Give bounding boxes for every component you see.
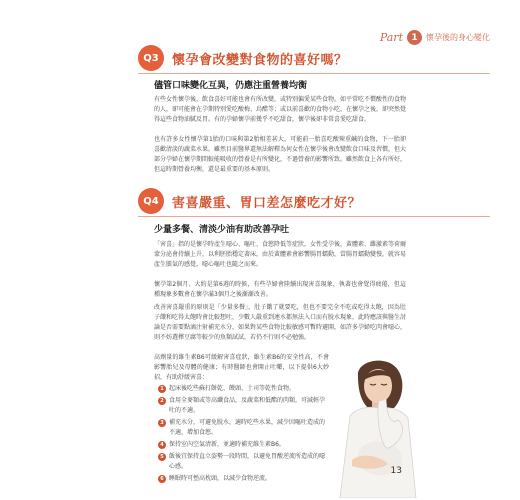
q3-subheading: 儘管口味變化互異，仍應注重營養均衡 — [154, 81, 308, 91]
number-badge: 5 — [158, 453, 166, 461]
tips-list — [158, 384, 328, 486]
nauseous-woman-illustration — [328, 356, 428, 498]
list-item: 2 食用全麥類或等高纖食品，及蔬菜和低酯的肉類，可減輕孕吐的不適。 — [158, 396, 328, 416]
q3-heading — [138, 45, 348, 71]
q4-paragraph-1: 「害喜」指的是懷孕時產生噁心、嘔吐、食慾降低等症狀，女性受孕後，黃體素、雌激素等荷爾蒙分泌會持續上升，以利胚胎穩定著床，由於黃體素會影響腸胃蠕動，當腸胃蠕動變慢，就容易產生脹氣的感覺，噁心嘔吐也隨之而來。 — [154, 241, 407, 268]
q4-badge: Q4 — [138, 188, 164, 214]
q4-heading — [138, 188, 361, 214]
number-badge: 6 — [158, 475, 166, 483]
list-item: 4 保持室內空氣清新，並適時補充維生素B6。 — [158, 440, 328, 450]
part-label: Part — [379, 31, 403, 44]
number-badge: 2 — [158, 397, 166, 405]
number-badge: 3 — [158, 419, 166, 427]
section-title: 懷孕後的身心變化 — [426, 33, 490, 42]
list-item: 3 補充水分，可避免脫水，適時吃些水果，減少因嘔吐造成的不適，增加食慾。 — [158, 418, 328, 438]
number-badge: 1 — [158, 385, 166, 393]
q4-paragraph-3: 改善害喜嚴重的原則是「少量多餐」，肚子餓了就要吃，但也不要完全不吃或吃得太飽，因為肚子餓和吃得太飽時會比較想吐，少數人嚴重到連水都無法入口而有脫水現象，此時應該與醫生討論是否需要點滴注射補充水分，如果對某些食物比較敏感可暫時避開，如許多孕婦吃肉會噁心，則不妨選擇豆腐等較少的魚類試試，若仍不行則不必勉強。 — [154, 304, 407, 341]
q3-badge: Q3 — [138, 45, 164, 71]
q3-title: 懷孕會改變對食物的喜好嗎？ — [172, 52, 348, 68]
list-item: 6 睡眠時可墊高枕頭，以減少食物逆流。 — [158, 474, 328, 484]
running-header — [380, 30, 490, 45]
q4-paragraph-4: 高劑量的維生素B6可緩解害喜症狀，維生素B6的安全性高，不會影響胎兒及母體的健康；有時醫師也會開止吐藥，以下提供6大妙招，有助舒緩害喜： — [154, 354, 329, 381]
q3-divider — [138, 73, 490, 74]
q4-subheading: 少量多餐、清淡少油有助改善孕吐 — [154, 225, 290, 235]
q3-paragraph-2: 也有許多女性懷孕第1胎的口味與第2胎相差甚大，可能前一胎喜吃酸辣重鹹的食物，下一胎卻喜歡清淡的蔬菜水果。雖然目前醫界還無法解釋為何女性在懷孕後會改變飲食口味及習慣，但大部分孕婦在懷孕期間較能吸收的營養是有所變化，不過營養的影響所致。雖然飲食上各有所好，但這時期營養均衡，還是最重要的基本原則。 — [154, 136, 407, 173]
q4-divider — [138, 216, 490, 217]
q4-title: 害喜嚴重、胃口差怎麼吃才好？ — [172, 195, 362, 211]
part-number-badge: 1 — [407, 30, 422, 45]
q4-paragraph-2: 懷孕第2個月、大約是第6週的時候，有些孕婦會陸續出現害喜現象，執著也會覺得疲倦，但這種現象多數會在懷孕滿3個月之後漸漸改善。 — [154, 281, 406, 298]
list-item: 1 起床後吃些蘇打餅乾、饅頭、土司等乾性食物。 — [158, 384, 328, 394]
page-number: 13 — [390, 466, 402, 476]
list-item: 5 飯後宜保持直立姿勢一段時間，以避免胃酸逆流所造成的噁心感。 — [158, 452, 328, 472]
number-badge: 4 — [158, 441, 166, 449]
q3-paragraph-1: 有些女性懷孕後，飲食喜好可能也會有所改變，或特別偏愛某些食物。如平常吃不慣酸性的食物的人，卻可能會在孕期特別愛吃酸梅、烏醋等；或以前喜歡的食物小吃，在懷孕之後，卻突然覺得這些食物油膩反胃。有的孕婦懷孕前幾乎不吃甜食，懷孕後卻非常喜愛吃甜食。 — [154, 96, 407, 123]
